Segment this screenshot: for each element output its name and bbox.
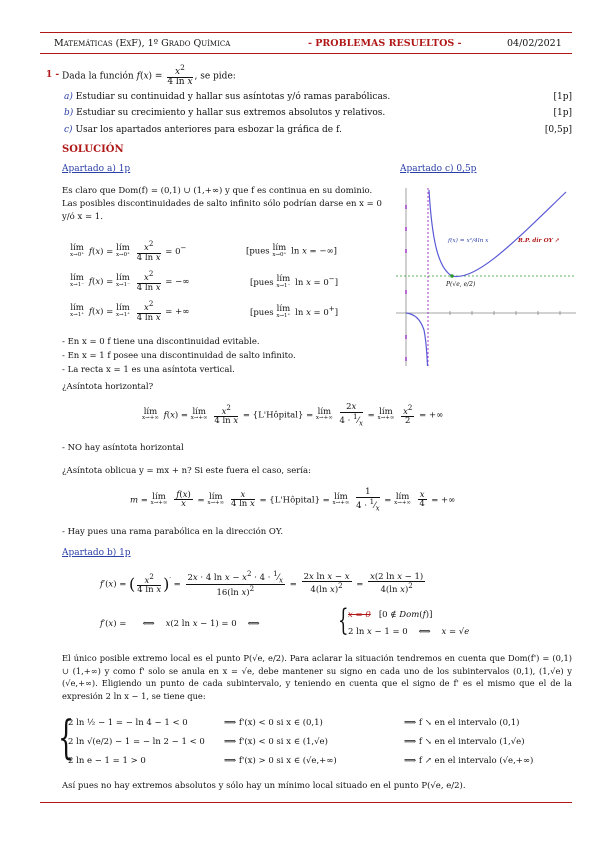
header-rule-bottom <box>40 53 572 54</box>
bullet-a-3: - La recta x = 1 es una asíntota vertical. <box>62 365 235 375</box>
part-a-paragraph: Es claro que Dom(f) = (0,1) ∪ (1,+∞) y que f es continua en su dominio. Las posibles discontinuidades de salto infinito sólo podrían darse en x = 0 y/ó x = 1. <box>62 186 382 222</box>
sign-brace: { <box>58 710 75 764</box>
problem-intro: Dada la función f(x) = $\frac{x^2}{\text{4 ln x}}$ , se pide: <box>62 63 236 88</box>
minimum-point <box>450 274 454 278</box>
header-title: - PROBLEMAS RESUELTOS - <box>308 38 462 49</box>
limit-row-3: lím x→1⁺ f(x) = lím x→1⁺ $\frac{x^2}{\text{4 ln x}}$ = +∞ <box>70 299 190 323</box>
part-b-paragraph: El único posible extremo local es el punto P(√e, e/2). Para aclarar la situación tendremos en cuenta que Dom(f') = (0,1) ∪ (1,+∞) y como f' solo se anula en x = √e, debe mantener su signo en cada uno de los subintervalos (0,1), (1,√e) y (√e,+∞). Eligiendo un punto de cada subintervalo, y teniendo en cuenta que el signo de f' es el mismo que el de la expresión 2 ln x − 1, se tiene que: <box>62 653 572 701</box>
derivative-case-2: 2 ln x − 1 = 0 ⟺ x = √e <box>348 627 470 637</box>
header-rule-top <box>40 32 572 33</box>
problem-item-c: c) Usar los apartados anteriores para esbozar la gráfica de f. [0,5p] <box>64 125 572 135</box>
derivative-brace: { <box>338 603 349 638</box>
branch-label: R.P. dir OY ↗ <box>518 238 560 244</box>
point-label: P(√e, e/2) <box>446 281 476 288</box>
sign-row-3: 2 ln e − 1 = 1 > 0 ⟹ f'(x) > 0 si x ∈ (√e,+∞) ⟹ f ↗ en el intervalo (√e,+∞) <box>68 756 534 766</box>
bullet-a-1: - En x = 0 f tiene una discontinuidad evitable. <box>62 337 260 347</box>
oblique-equation: m = lím x→+∞ $\frac{f(x)}{x}$ = lím x→+∞ $\frac{x}{\text{4 ln x}}$ = {L'Hôpital} = lím x→+∞ $\frac{1}{4 \cdot ^1⁄_x}$ = lím x→+∞ $\frac{x}{4}$ = +∞ <box>130 487 456 513</box>
header-date: 04/02/2021 <box>507 38 562 49</box>
course-name: Matemáticas (ExF), 1º Grado Química <box>54 38 231 49</box>
problem-item-b: b) Estudiar su crecimiento y hallar sus extremos absolutos y relativos. [1p] <box>64 108 572 118</box>
bullet-a-2: - En x = 1 f posee una discontinuidad de salto infinito. <box>62 351 296 361</box>
limit-note-3: [pues lím x→1⁺ ln x = 0+] <box>250 304 339 319</box>
part-b-title: Apartado b) 1p <box>62 548 131 558</box>
sign-row-1: 2 ln ½ − 1 = − ln 4 − 1 < 0 ⟹ f'(x) < 0 si x ∈ (0,1) ⟹ f ↘ en el intervalo (0,1) <box>68 718 520 728</box>
curve-left-branch <box>406 313 428 366</box>
part-c-title: Apartado c) 0,5p <box>400 164 477 174</box>
horizontal-question: ¿Asíntota horizontal? <box>62 382 154 392</box>
limit-row-1: lím x→0⁺ f(x) = lím x→0⁺ $\frac{x^2}{\text{4 ln x}}$ = 0− <box>70 239 187 263</box>
solution-heading: SOLUCIÓN <box>62 144 124 155</box>
part-a-title: Apartado a) 1p <box>62 164 131 174</box>
no-horizontal: - NO hay asíntota horizontal <box>62 443 184 453</box>
limit-note-2: [pues lím x→1⁻ ln x = 0−] <box>250 274 339 289</box>
limit-note-1: [pues lím x→0⁺ ln x = −∞] <box>246 243 337 258</box>
footer-rule <box>40 802 572 803</box>
derivative-zero: f′(x) = ⟺ x(2 ln x − 1) = 0 ⟺ <box>100 619 260 629</box>
function-graph <box>396 180 576 370</box>
horizontal-equation: lím x→+∞ f(x) = lím x→+∞ $\frac{x^2}{\text{4 ln x}}$ = {L'Hôpital} = lím x→+∞ $\frac{2x}{4 \cdot ^1⁄_x}$ = lím x→+∞ $\frac{x^2}{2}$ = +∞ <box>142 402 444 428</box>
sign-row-2: 2 ln √(e/2) − 1 = − ln 2 − 1 < 0 ⟹ f'(x) < 0 si x ∈ (1,√e) ⟹ f ↘ en el intervalo (1,√e) <box>68 737 525 747</box>
problem-number: 1 - <box>46 70 60 80</box>
function-label: f(x) = x²/4ln x <box>448 238 489 244</box>
page-header <box>40 38 572 52</box>
oblique-question: ¿Asíntota oblicua y = mx + n? Si este fuera el caso, sería: <box>62 466 311 476</box>
derivative-case-1: x = 0 [0 ∉ Dom(f)] <box>348 610 433 620</box>
conclusion: Así pues no hay extremos absolutos y sólo hay un mínimo local situado en el punto P(√e, e/2). <box>62 781 466 791</box>
curve-right-branch <box>429 190 566 277</box>
problem-item-a: a) Estudiar su continuidad y hallar sus asíntotas y/ó ramas parabólicas. [1p] <box>64 92 572 102</box>
derivative-equation: f′(x) = ( $\frac{x^2}{\text{4 ln x}}$ )′ = $\frac{2x \cdot 4 \ln x - x^2 \cdot 4 \cdot ^1⁄_x}{16(\ln x)^2}$ = $\frac{\text{2x ln x − x}}{4(\ln x)^2}$ = $\frac{\text{x(2 ln x − 1)}}{4(\ln x)^2}$ <box>100 569 424 598</box>
limit-row-2: lím x→1⁻ f(x) = lím x→1⁻ $\frac{x^2}{\text{4 ln x}}$ = −∞ <box>70 269 190 293</box>
parabolic-branch: - Hay pues una rama parabólica en la dirección OY. <box>62 527 284 537</box>
